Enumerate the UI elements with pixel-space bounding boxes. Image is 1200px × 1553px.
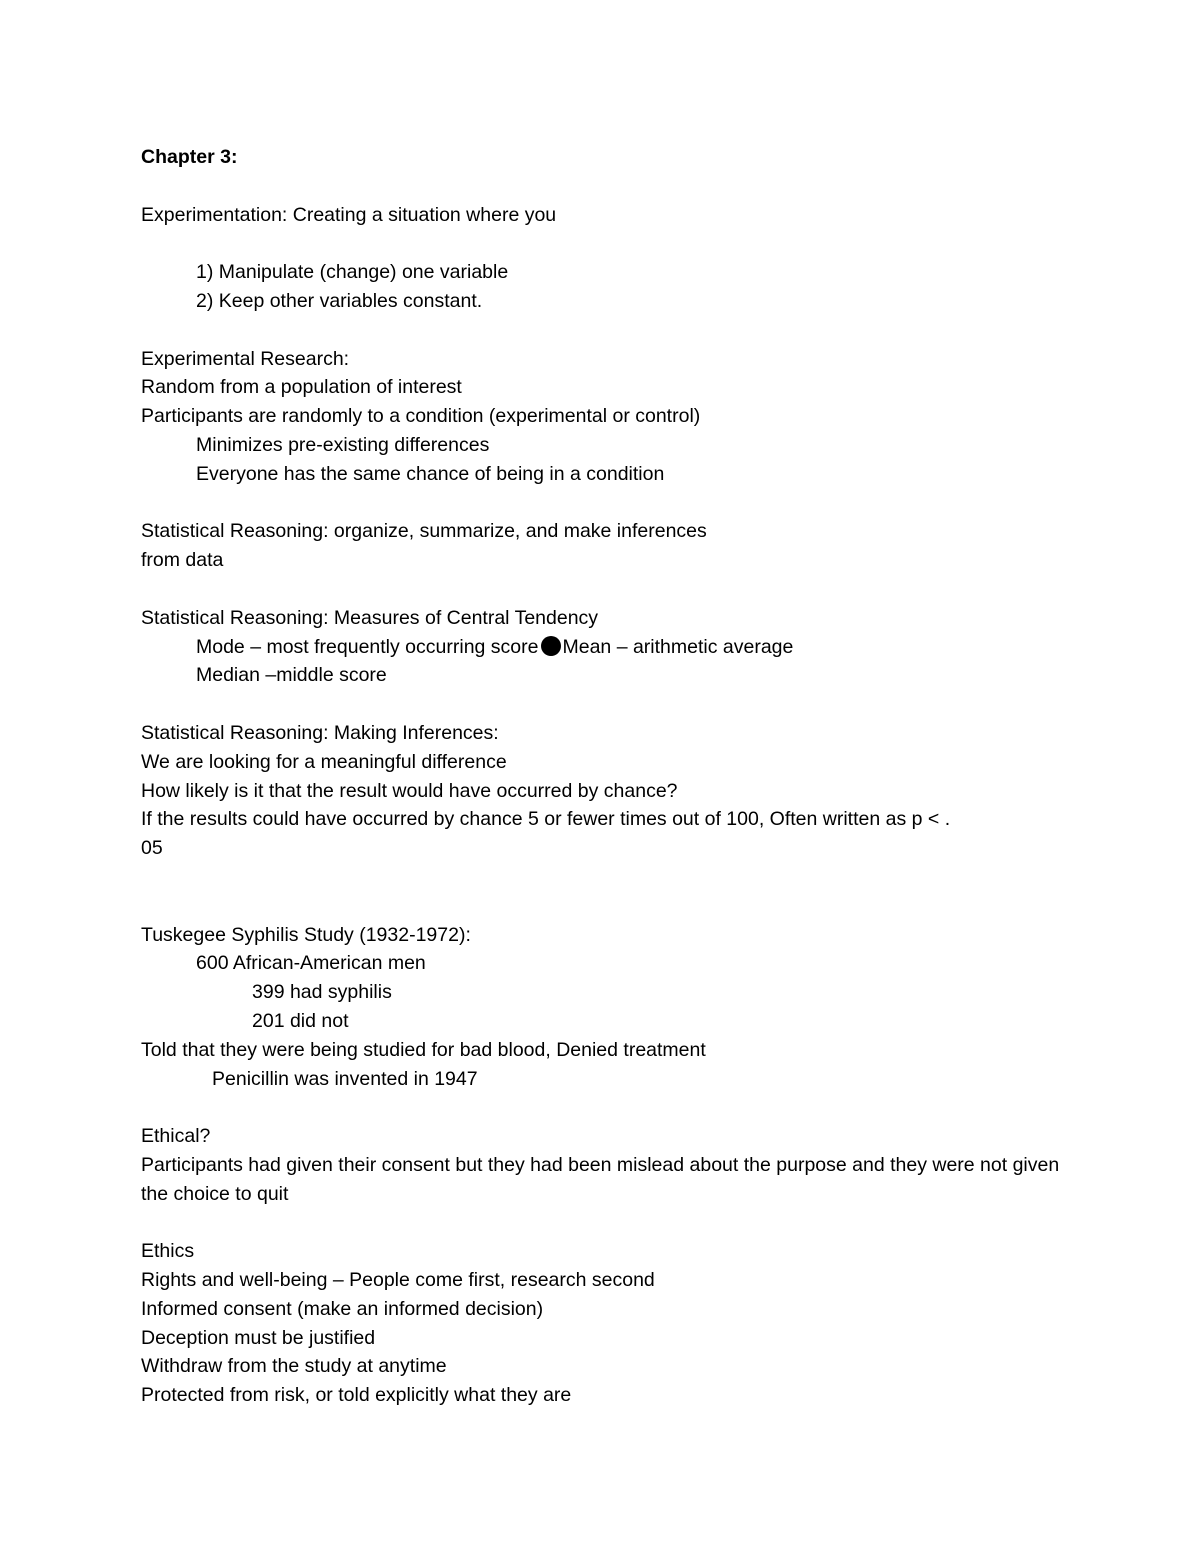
ethical-heading: Ethical? [141, 1125, 211, 1148]
inferences-line-4: 05 [141, 837, 163, 860]
experimental-research-sub-1: Minimizes pre-existing differences [196, 433, 490, 456]
ethics-heading: Ethics [141, 1240, 195, 1263]
tuskegee-heading: Tuskegee Syphilis Study (1932-1972): [141, 923, 471, 946]
spacer [141, 172, 1061, 201]
spacer [141, 1208, 1061, 1237]
chapter-title: Chapter 3: [141, 146, 238, 168]
experimental-research-line-1: Random from a population of interest [141, 376, 462, 399]
inferences-line-2: How likely is it that the result would have occurred by chance? [141, 779, 678, 802]
mode-text: Mode – most frequently occurring score [196, 635, 539, 658]
ethical-text: Participants had given their consent but they had been mislead about the purpose and they were not given the choice to quit [141, 1153, 1060, 1205]
ethics-item-3: Deception must be justified [141, 1326, 376, 1349]
experimentation-heading: Experimentation: Creating a situation where you [141, 203, 557, 226]
experimental-research-heading: Experimental Research: [141, 347, 350, 370]
ethics-item-4: Withdraw from the study at anytime [141, 1355, 447, 1378]
statistical-reasoning-line-2: from data [141, 549, 224, 572]
tuskegee-had-syphilis: 399 had syphilis [252, 981, 392, 1004]
statistical-reasoning-line-1: Statistical Reasoning: organize, summarize, and make inferences [141, 520, 707, 543]
experimental-research-sub-2: Everyone has the same chance of being in a condition [196, 462, 665, 485]
ethics-item-1: Rights and well-being – People come first, research second [141, 1269, 655, 1292]
spacer [141, 229, 1061, 258]
spacer [141, 892, 1061, 921]
spacer [141, 690, 1061, 719]
bullet-dot-icon [541, 636, 561, 656]
experimentation-step-1: 1) Manipulate (change) one variable [196, 261, 509, 284]
document-page [141, 143, 1061, 1410]
inferences-line-3: If the results could have occurred by chance 5 or fewer times out of 100, Often written as p < . [141, 808, 951, 831]
tuskegee-did-not: 201 did not [252, 1009, 349, 1032]
mean-text: Mean – arithmetic average [562, 635, 794, 658]
spacer [141, 489, 1061, 518]
central-tendency-mode-mean [141, 633, 1061, 662]
inferences-heading: Statistical Reasoning: Making Inferences: [141, 721, 499, 744]
inferences-line-1: We are looking for a meaningful difference [141, 750, 507, 773]
central-tendency-heading: Statistical Reasoning: Measures of Central Tendency [141, 606, 599, 629]
spacer [141, 863, 1061, 892]
ethics-item-2: Informed consent (make an informed decision) [141, 1297, 544, 1320]
spacer [141, 1093, 1061, 1122]
central-tendency-median: Median –middle score [196, 664, 387, 687]
tuskegee-told: Told that they were being studied for bad blood, Denied treatment [141, 1038, 706, 1061]
experimental-research-line-2: Participants are randomly to a condition (experimental or control) [141, 405, 701, 428]
ethics-item-5: Protected from risk, or told explicitly what they are [141, 1384, 572, 1407]
spacer [141, 575, 1061, 604]
spacer [141, 316, 1061, 345]
experimentation-step-2: 2) Keep other variables constant. [196, 289, 483, 312]
tuskegee-men: 600 African-American men [196, 952, 426, 975]
tuskegee-penicillin: Penicillin was invented in 1947 [212, 1067, 478, 1090]
